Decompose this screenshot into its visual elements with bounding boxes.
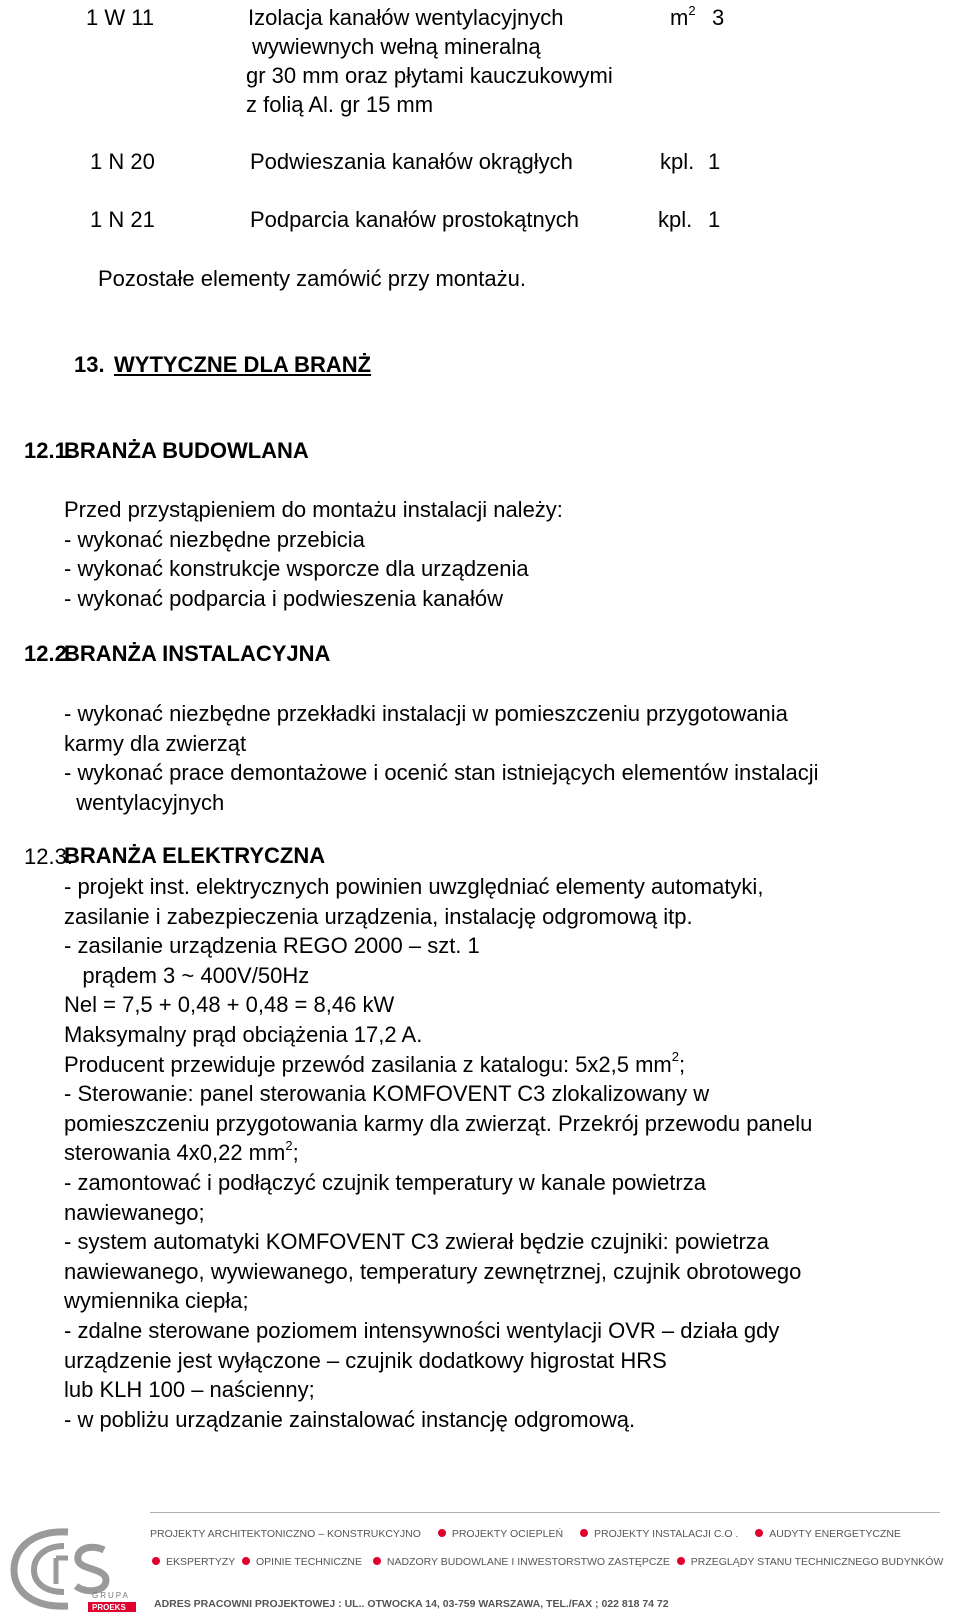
subsection-body — [64, 699, 818, 817]
bullet-icon — [677, 1557, 685, 1565]
body-line: pomieszczeniu przygotowania karmy dla zwierząt. Przekrój przewodu panelu — [64, 1110, 813, 1136]
body-line: - zasilanie urządzenia REGO 2000 – szt. 1 — [64, 933, 480, 959]
body-line: lub KLH 100 – naścienny; — [64, 1377, 315, 1403]
footer-services-line-2: EKSPERTYZY OPINIE TECHNICZNE NADZORY BUDOWLANE I INWESTORSTWO ZASTĘPCZE PRZEGLĄDY STANU TECHNICZNEGO BUDYNKÓW — [152, 1556, 943, 1568]
bullet-icon — [373, 1557, 381, 1565]
item-desc-line: wywiewnych wełną mineralną — [252, 34, 541, 59]
body-line: zasilanie i zabezpieczenia urządzenia, instalację odgromową itp. — [64, 903, 693, 929]
footer-address: ADRES PRACOWNI PROJEKTOWEJ : UL.. OTWOCKA 14, 03-759 WARSZAWA, TEL./FAX ; 022 818 74 72 — [154, 1598, 669, 1610]
item-code: 1 N 20 — [90, 149, 155, 174]
logo-text: GRUPA — [92, 1591, 130, 1600]
item-desc: Podwieszania kanałów okrągłych — [250, 149, 573, 174]
remaining-note: Pozostałe elementy zamówić przy montażu. — [98, 266, 526, 291]
body-line: wentylacyjnych — [64, 789, 225, 815]
bullet-icon — [242, 1557, 250, 1565]
subsection-title: BRANŻA BUDOWLANA — [64, 438, 309, 463]
bullet-icon — [580, 1529, 588, 1537]
body-line: urządzenie jest wyłączone – czujnik dodatkowy higrostat HRS — [64, 1347, 667, 1373]
footer-divider — [150, 1512, 940, 1513]
subsection-number: 12.1. — [24, 438, 73, 463]
item-qty: 3 — [712, 5, 725, 30]
section-number: 13. — [74, 352, 105, 377]
body-line: Maksymalny prąd obciążenia 17,2 A. — [64, 1021, 423, 1047]
body-line: - wykonać konstrukcje wsporcze dla urządzenia — [64, 556, 529, 582]
bullet-icon — [755, 1529, 763, 1537]
item-code: 1 W 11 — [86, 5, 155, 30]
body-line: - zdalne sterowane poziomem intensywności wentylacji OVR – działa gdy — [64, 1317, 780, 1343]
body-line: Nel = 7,5 + 0,48 + 0,48 = 8,46 kW — [64, 992, 395, 1018]
item-unit: kpl. — [658, 207, 693, 232]
subsection-body — [64, 495, 563, 613]
subsection-title: BRANŻA ELEKTRYCZNA — [64, 843, 326, 868]
body-line: sterowania 4x0,22 $mm^2$; — [64, 1138, 299, 1166]
item-qty: 1 — [708, 149, 721, 174]
body-line: Producent przewiduje przewód zasilania z katalogu: 5x2,5 $mm^2$; — [64, 1049, 686, 1077]
bullet-icon — [438, 1529, 446, 1537]
item-desc: Podparcia kanałów prostokątnych — [250, 207, 579, 232]
logo-brand: PROEKS — [92, 1603, 126, 1612]
body-line: - wykonać prace demontażowe i ocenić stan istniejących elementów instalacji — [64, 760, 819, 786]
body-line: Przed przystąpieniem do montażu instalacji należy: — [64, 497, 563, 522]
bullet-icon — [152, 1557, 160, 1565]
body-line: wymiennika ciepła; — [64, 1288, 249, 1314]
item-qty: 1 — [708, 207, 721, 232]
item-code: 1 N 21 — [90, 207, 155, 232]
body-line: - wykonać niezbędne przekładki instalacji w pomieszczeniu przygotowania — [64, 701, 788, 726]
subsection-body — [64, 872, 812, 1434]
body-line: - projekt inst. elektrycznych powinien uwzględniać elementy automatyki, — [64, 874, 764, 899]
body-line: nawiewanego; — [64, 1199, 205, 1225]
body-line: - wykonać niezbędne przebicia — [64, 526, 365, 552]
body-line: prądem 3 ~ 400V/50Hz — [64, 962, 310, 988]
body-line: - wykonać podparcia i podwieszenia kanałów — [64, 585, 504, 611]
body-line: - zamontować i podłączyć czujnik temperatury w kanale powietrza — [64, 1169, 706, 1195]
company-logo — [6, 1524, 141, 1612]
body-line: - system automatyki KOMFOVENT C3 zwierał będzie czujniki: powietrza — [64, 1229, 770, 1255]
item-unit: $m^2$ — [670, 2, 696, 30]
footer-services-line-1: PROJEKTY ARCHITEKTONICZNO – KONSTRUKCYJNO PROJEKTY OCIEPLEŃ PROJEKTY INSTALACJI C.O . AUDYTY ENERGETYCZNE — [150, 1528, 901, 1540]
item-unit: kpl. — [660, 149, 695, 174]
item-desc-line: Izolacja kanałów wentylacyjnych — [248, 5, 564, 30]
subsection-title: BRANŻA INSTALACYJNA — [64, 641, 331, 666]
body-line: nawiewanego, wywiewanego, temperatury zewnętrznej, czujnik obrotowego — [64, 1258, 802, 1284]
subsection-number: 12.2. — [24, 641, 73, 666]
subsection-number: 12.3. — [24, 844, 73, 869]
body-line: - w pobliżu urządzanie zainstalować instancję odgromową. — [64, 1406, 636, 1432]
body-line: karmy dla zwierząt — [64, 730, 247, 756]
item-desc-line: gr 30 mm oraz płytami kauczukowymi — [246, 63, 613, 88]
section-title: WYTYCZNE DLA BRANŻ — [114, 352, 372, 377]
body-line: - Sterowanie: panel sterowania KOMFOVENT C3 zlokalizowany w — [64, 1081, 710, 1107]
item-desc-line: z folią Al. gr 15 mm — [246, 92, 434, 117]
